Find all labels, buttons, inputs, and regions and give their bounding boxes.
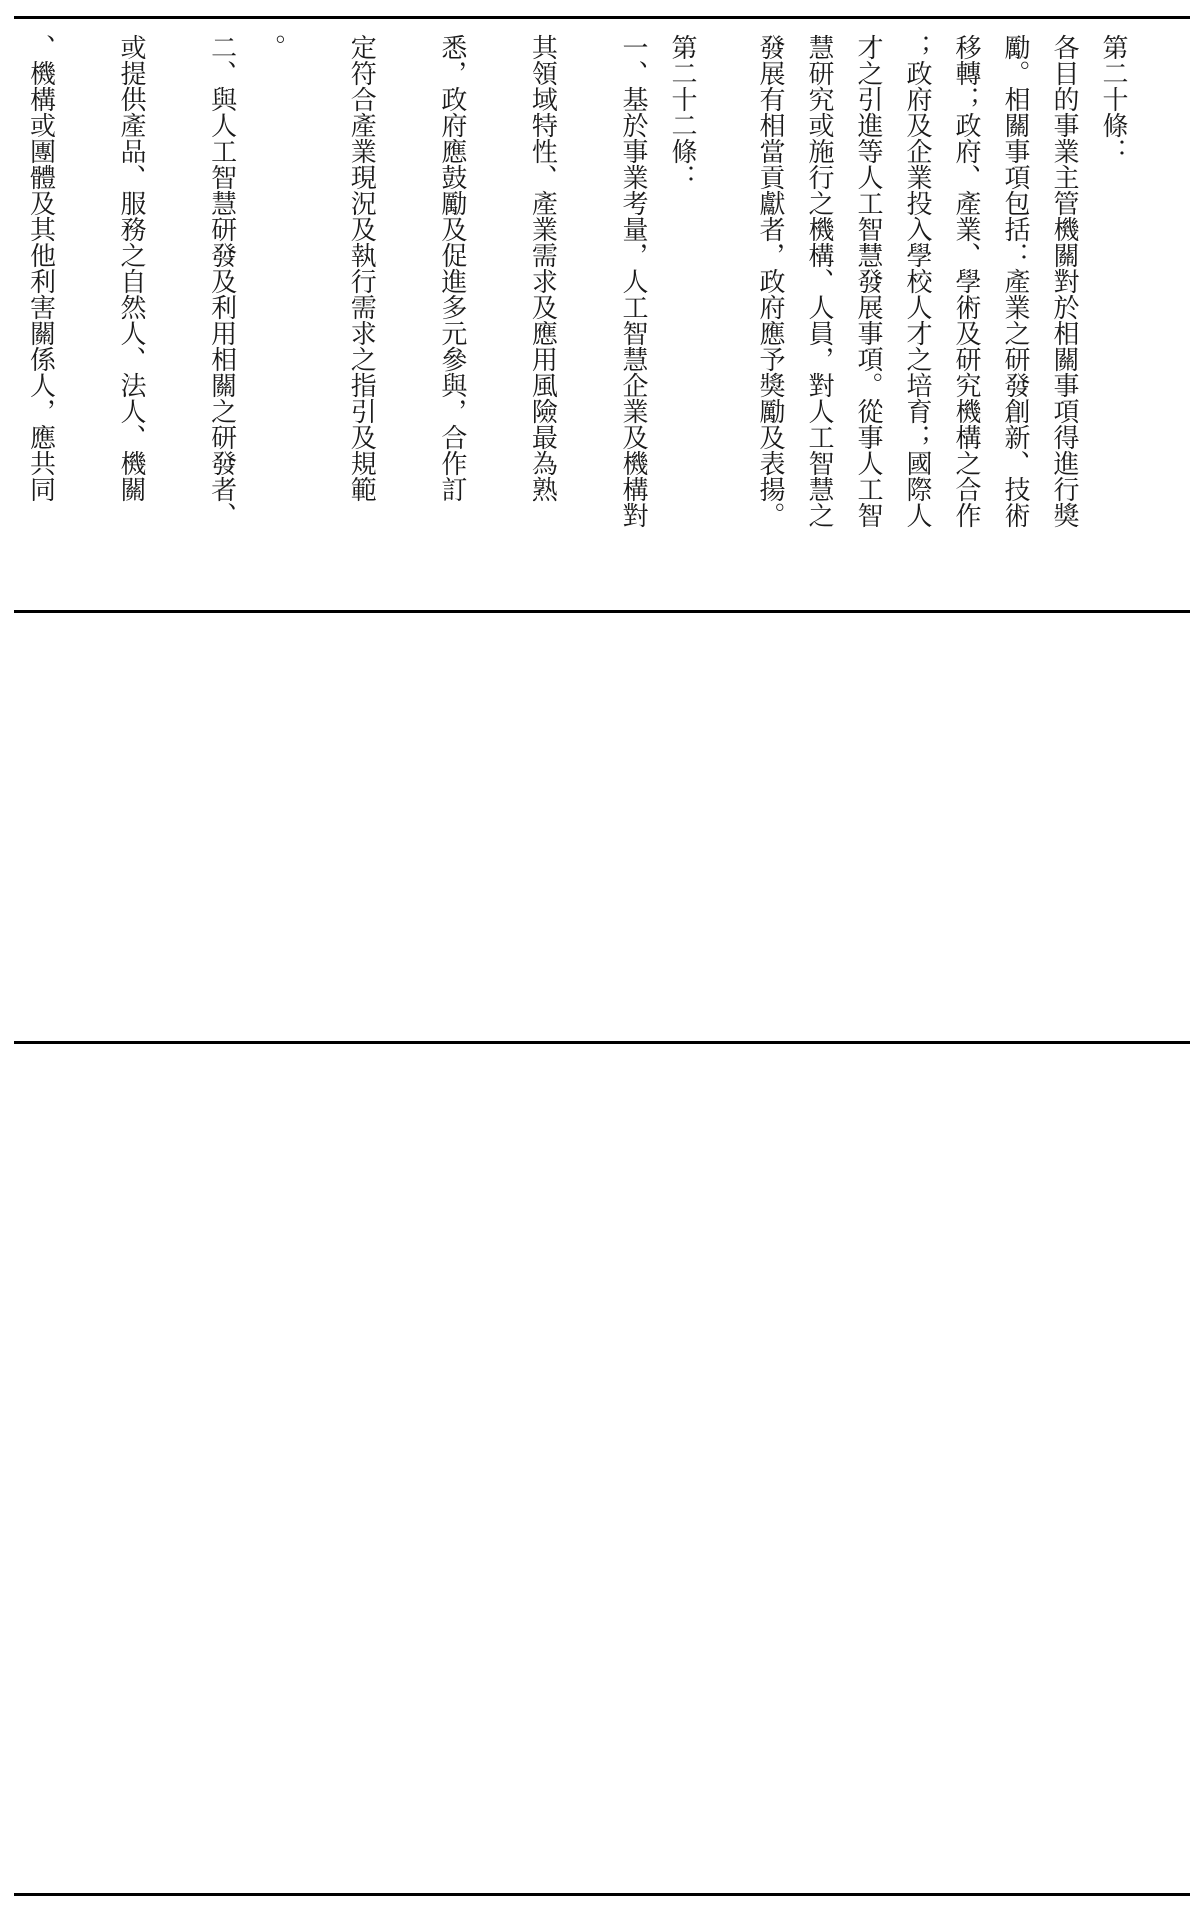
article-22-heading: 第二十二條： bbox=[667, 34, 697, 190]
bottom-rule bbox=[14, 1893, 1190, 1896]
article-22-item-2-line-2: 或提供產品、服務之自然人、法人、機關 bbox=[116, 34, 147, 502]
article-22-item-2-line-1: 二、與人工智慧研發及利用相關之研發者、 bbox=[206, 34, 237, 528]
article-20-line-6: 慧研究或施行之機構、人員，對人工智慧之 bbox=[804, 34, 834, 528]
empty-table-cell-bottom bbox=[14, 1044, 1190, 1893]
article-20-line-5: 才之引進等人工智慧發展事項。從事人工智 bbox=[853, 34, 883, 528]
article-20-line-1: 各目的事業主管機關對於相關事項得進行獎 bbox=[1049, 34, 1079, 528]
article-20-line-3: 移轉；政府、產業、學術及研究機構之合作 bbox=[951, 34, 981, 528]
vertical-text-block bbox=[0, 34, 1176, 596]
article-22-item-2-line-4 bbox=[0, 34, 15, 596]
article-22-item-1-line-5: 。 bbox=[255, 34, 286, 60]
article-20-heading: 第二十條： bbox=[1098, 34, 1128, 164]
article-22-item-1-line-4: 定符合產業現況及執行需求之指引及規範 bbox=[346, 34, 377, 502]
article-22-item-2-line-3: 、機構或團體及其他利害關係人，應共同 bbox=[25, 34, 56, 502]
article-20-line-2: 勵。相關事項包括：產業之研發創新、技術 bbox=[1000, 34, 1030, 528]
top-rule bbox=[14, 16, 1190, 19]
article-20-line-7: 發展有相當貢獻者，政府應予獎勵及表揚。 bbox=[755, 34, 785, 528]
article-22-item-1-line-2: 其領域特性、產業需求及應用風險最為熟 bbox=[527, 34, 558, 502]
article-20-line-4: ；政府及企業投入學校人才之培育；國際人 bbox=[902, 34, 932, 528]
empty-table-cell-middle bbox=[14, 613, 1190, 1041]
article-22-item-1-line-1: 一、基於事業考量，人工智慧企業及機構對 bbox=[618, 34, 648, 528]
article-22-item-1-line-3: 悉，政府應鼓勵及促進多元參與，合作訂 bbox=[436, 34, 467, 502]
